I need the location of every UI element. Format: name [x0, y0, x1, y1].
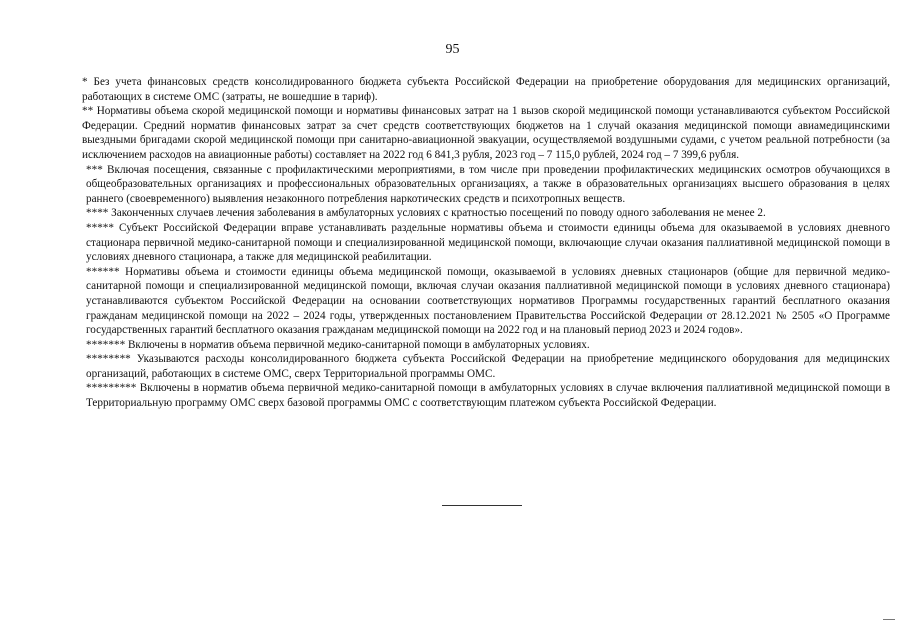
footnotes-block	[82, 75, 890, 411]
footnote-5: ***** Субъект Российской Федерации вправе устанавливать раздельные нормативы объема и стоимости единицы объема для оказываемой в условиях дневного стационара первичной медико-санитарной помощи и специализированной медицинской помощи, включающие случаи оказания паллиативной медицинской помощи в условиях дневного стационара, а также для медицинской реабилитации.	[86, 221, 890, 264]
footnote-8: ******** Указываются расходы консолидированного бюджета субъекта Российской Федерации на приобретение медицинского оборудования для медицинских организаций, работающих в системе ОМС, сверх Территориальной программы ОМС.	[86, 353, 890, 380]
footnote-7: ******* Включены в норматив объема первичной медико-санитарной помощи в амбулаторных условиях.	[86, 338, 590, 351]
footnote-4: **** Законченных случаев лечения заболевания в амбулаторных условиях с кратностью посещений по поводу одного заболевания не менее 2.	[86, 207, 766, 220]
footer-divider	[442, 505, 522, 506]
scan-edge-mark	[883, 619, 895, 620]
footnote-9: ********* Включены в норматив объема первичной медико-санитарной помощи в амбулаторных условиях в случае включения паллиативной медицинской помощи в Территориальную программу ОМС сверх базовой программы ОМС с соответствующим платежом субъекта Российской Федерации.	[86, 382, 890, 410]
footnote-1: * Без учета финансовых средств консолидированного бюджета субъекта Российской Федерации на приобретение оборудования для медицинских организаций, работающих в системе ОМС (затраты, не вошедшие в тариф).	[82, 76, 890, 103]
page-number: 95	[445, 42, 460, 57]
footnote-6: ****** Нормативы объема и стоимости единицы объема медицинской помощи, оказываемой в условиях дневных стационаров (общие для первичной медико-санитарной помощи и специализированной медицинской помощи, включая случаи оказания паллиативной медицинской помощи в условиях дневного стационара) устанавливаются субъектом Российской Федерации на основании соответствующих нормативов Программы государственных гарантий бесплатного оказания гражданам медицинской помощи на 2022 – 2024 годы, утвержденных постановлением Правительства Российской Федерации от 28.12.2021 № 2505 «О Программе государственных гарантий бесплатного оказания гражданам медицинской помощи на 2022 год и на плановый период 2023 и 2024 годов».	[86, 265, 890, 337]
footnote-3: *** Включая посещения, связанные с профилактическими мероприятиями, в том числе при проведении профилактических медицинских осмотров обучающихся в общеобразовательных организациях и профессиональных образовательных организациях, а также в образовательных организациях высшего образования в целях раннего (своевременного) выявления незаконного потребления наркотических средств и психотропных веществ.	[86, 163, 890, 205]
footnote-2: ** Нормативы объема скорой медицинской помощи и нормативы финансовых затрат на 1 вызов скорой медицинской помощи устанавливаются субъектом Российской Федерации. Средний норматив финансовых затрат за счет средств соответствующих бюджетов на 1 случай оказания медицинской помощи авиамедицинскими выездными бригадами скорой медицинской помощи при санитарно-авиационной эвакуации, осуществляемой воздушными судами, с учетом реальной потребности (за исключением расходов на авиационные работы) составляет на 2022 год 6 841,3 рубля, 2023 год – 7 115,0 рублей, 2024 год – 7 399,6 рубля.	[82, 105, 890, 161]
